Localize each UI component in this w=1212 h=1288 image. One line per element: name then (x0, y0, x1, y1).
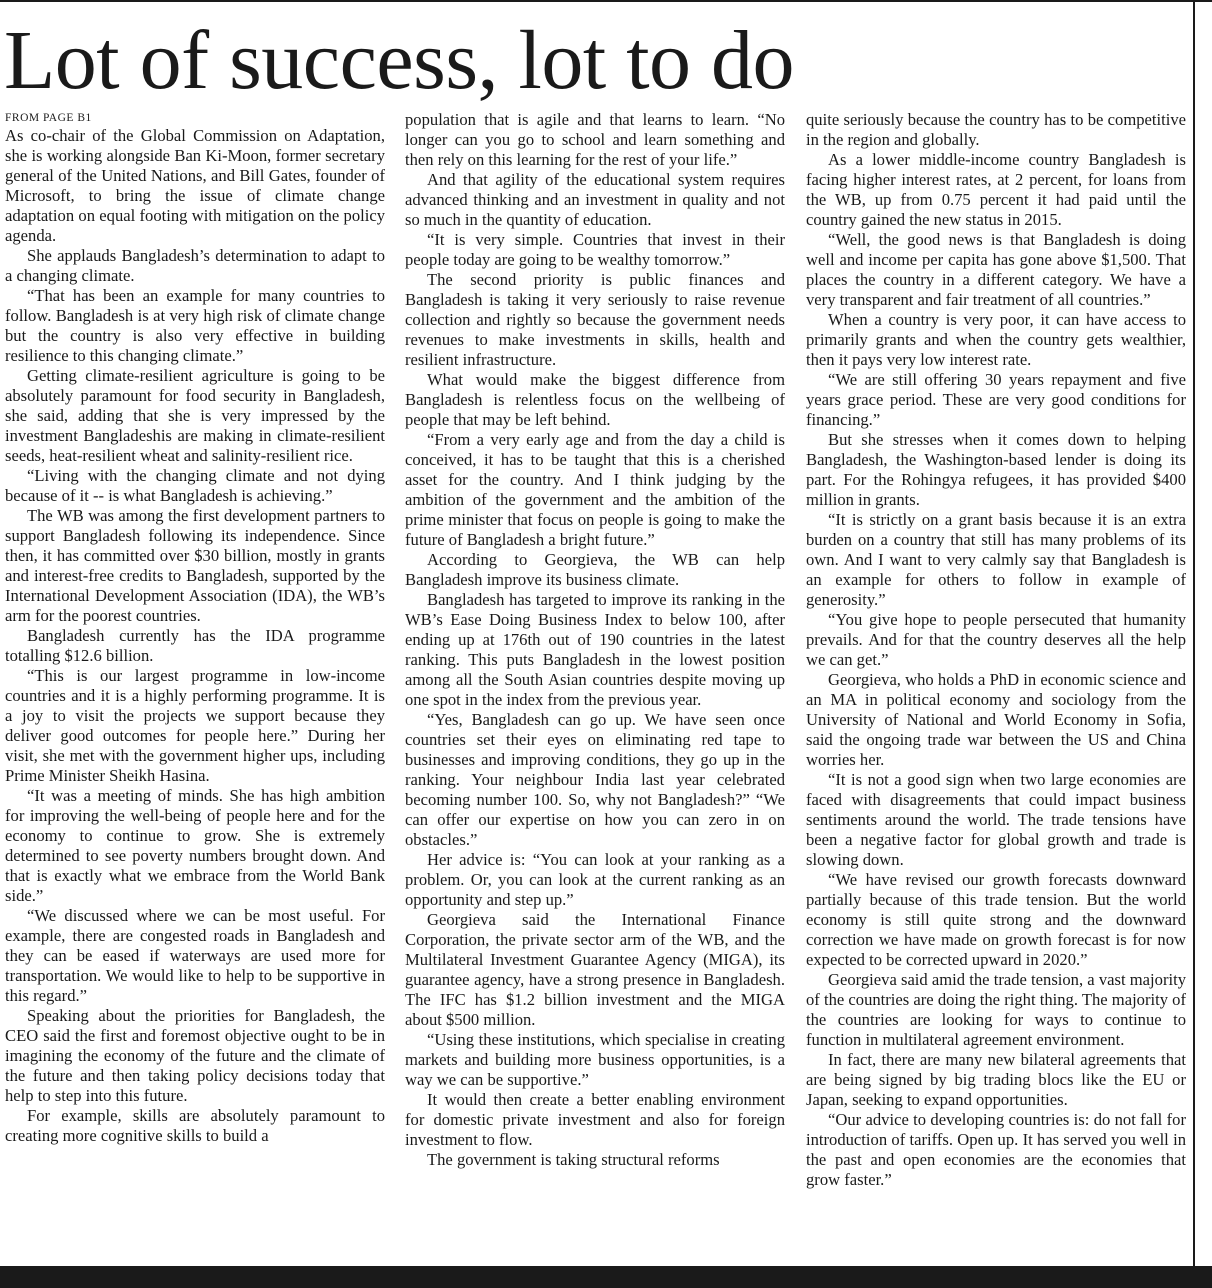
paragraph: In fact, there are many new bilateral agreements that are being signed by big trading blocs like the EU or Japan, seeking to expand opportunities. (806, 1050, 1186, 1109)
paragraph: “Yes, Bangladesh can go up. We have seen once countries set their eyes on eliminating red tape to businesses and improving conditions, they go up in the ranking. Your neighbour India last year celebrated becoming number 100. So, why not Bangladesh?” “We can offer our expertise on how you can zero in on obstacles.” (405, 710, 785, 849)
headline: Lot of success, lot to do (4, 14, 795, 107)
paragraph: What would make the biggest difference from Bangladesh is relentless focus on the wellbeing of people that may be left behind. (405, 370, 785, 429)
article-column-3 (806, 110, 1186, 1262)
paragraph: “Living with the changing climate and not dying because of it -- is what Bangladesh is achieving.” (5, 466, 385, 505)
paragraph: “Well, the good news is that Bangladesh is doing well and income per capita has gone above $1,500. That places the country in a different category. We have a very transparent and fair treatment of all countries.” (806, 230, 1186, 309)
paragraph: “We have revised our growth forecasts downward partially because of this trade tension. But the world economy is still quite strong and the downward correction we have made on growth forecast is for now expected to be corrected upward in 2020.” (806, 870, 1186, 969)
paragraph: “It is strictly on a grant basis because it is an extra burden on a country that still has many problems of its own. And I want to very calmly say that Bangladesh is an example for others to follow in example of generosity.” (806, 510, 1186, 609)
paragraph: “You give hope to people persecuted that humanity prevails. And for that the country deserves all the help we can get.” (806, 610, 1186, 669)
paragraph: Speaking about the priorities for Bangladesh, the CEO said the first and foremost objective ought to be in imagining the economy of the future and the climate of the future and then taking policy decisions today that help to step into this future. (5, 1006, 385, 1105)
paragraph: Georgieva, who holds a PhD in economic science and an MA in political economy and sociology from the University of National and World Economy in Sofia, said the ongoing trade war between the US and China worries her. (806, 670, 1186, 769)
paragraph: “It is very simple. Countries that invest in their people today are going to be wealthy tomorrow.” (405, 230, 785, 269)
paragraph: Georgieva said the International Finance Corporation, the private sector arm of the WB, and the Multilateral Investment Guarantee Agency (MIGA), its guarantee agency, have a strong presence in Bangladesh. The IFC has $1.2 billion investment and the MIGA about $500 million. (405, 910, 785, 1029)
paragraph: Bangladesh currently has the IDA programme totalling $12.6 billion. (5, 626, 385, 665)
paragraph: “We are still offering 30 years repayment and five years grace period. These are very good conditions for financing.” (806, 370, 1186, 429)
paragraph: The second priority is public finances and Bangladesh is taking it very seriously to raise revenue collection and rightly so because the government needs revenues to make investments in skills, health and resilient infrastructure. (405, 270, 785, 369)
paragraph: “Our advice to developing countries is: do not fall for introduction of tariffs. Open up. It has served you well in the past and open economies are the economies that grow faster.” (806, 1110, 1186, 1189)
paragraph: Her advice is: “You can look at your ranking as a problem. Or, you can look at the current ranking as an opportunity and step up.” (405, 850, 785, 909)
paragraph: When a country is very poor, it can have access to primarily grants and when the country gets wealthier, then it pays very low interest rate. (806, 310, 1186, 369)
paragraph: “It is not a good sign when two large economies are faced with disagreements that could impact business sentiments around the world. The trade tensions have been a negative factor for global growth and trade is slowing down. (806, 770, 1186, 869)
paragraph: She applauds Bangladesh’s determination to adapt to a changing climate. (5, 246, 385, 285)
paragraph: It would then create a better enabling environment for domestic private investment and also for foreign investment to flow. (405, 1090, 785, 1149)
bottom-border-band (0, 1266, 1212, 1288)
paragraph: As a lower middle-income country Bangladesh is facing higher interest rates, at 2 percent, for loans from the WB, up from 0.75 percent it had paid until the country gained the new status in 2015. (806, 150, 1186, 229)
paragraph: “That has been an example for many countries to follow. Bangladesh is at very high risk of climate change but the country is also very effective in building resilience to this changing climate.” (5, 286, 385, 365)
article-column-1 (5, 110, 385, 1262)
continuation-kicker: FROM PAGE B1 (5, 112, 92, 124)
paragraph: According to Georgieva, the WB can help Bangladesh improve its business climate. (405, 550, 785, 589)
paragraph: Getting climate-resilient agriculture is going to be absolutely paramount for food security in Bangladesh, she said, adding that she is very impressed by the investment Bangladeshis are making in climate-resilient seeds, heat-resilient wheat and salinity-resilient rice. (5, 366, 385, 465)
paragraph: “This is our largest programme in low-income countries and it is a highly performing programme. It is a joy to visit the projects we support because they deliver good outcomes for people here.” During her visit, she met with the government higher ups, including Prime Minister Sheikh Hasina. (5, 666, 385, 785)
paragraph: The WB was among the first development partners to support Bangladesh following its independence. Since then, it has committed over $30 billion, mostly in grants and interest-free credits to Bangladesh, supported by the International Development Association (IDA), the WB’s arm for the poorest countries. (5, 506, 385, 625)
top-border-rule (0, 0, 1212, 2)
paragraph: As co-chair of the Global Commission on Adaptation, she is working alongside Ban Ki-Moon, former secretary general of the United Nations, and Bill Gates, founder of Microsoft, to bring the issue of climate change adaptation on equal footing with mitigation on the policy agenda. (5, 126, 385, 245)
paragraph: population that is agile and that learns to learn. “No longer can you go to school and learn something and then rely on this learning for the rest of your life.” (405, 110, 785, 169)
paragraph: The government is taking structural reforms (427, 1150, 720, 1169)
paragraph: Bangladesh has targeted to improve its ranking in the WB’s Ease Doing Business Index to below 100, after ending up at 176th out of 190 countries in the latest ranking. This puts Bangladesh in the lowest position among all the South Asian countries despite moving up one spot in the index from the previous year. (405, 590, 785, 709)
paragraph: Georgieva said amid the trade tension, a vast majority of the countries are doing the right thing. The majority of the countries are looking for ways to continue to function in multilateral agreement environment. (806, 970, 1186, 1049)
paragraph: “It was a meeting of minds. She has high ambition for improving the well-being of people here and for the economy to continue to grow. She is extremely determined to see poverty numbers brought down. And that is exactly what we embrace from the World Bank side.” (5, 786, 385, 905)
article-column-2 (405, 110, 785, 1262)
paragraph: And that agility of the educational system requires advanced thinking and an investment in quality and not so much in the quantity of education. (405, 170, 785, 229)
paragraph: But she stresses when it comes down to helping Bangladesh, the Washington-based lender is doing its part. For the Rohingya refugees, it has provided $400 million in grants. (806, 430, 1186, 509)
paragraph: “We discussed where we can be most useful. For example, there are congested roads in Bangladesh and they can be eased if waterways are used more for transportation. We would like to help to be supportive in this regard.” (5, 906, 385, 1005)
paragraph: “Using these institutions, which specialise in creating markets and building more business opportunities, is a way we can be supportive.” (405, 1030, 785, 1089)
paragraph: “From a very early age and from the day a child is conceived, it has to be taught that this is a cherished asset for the country. And I think judging by the ambition of the government and the ambition of the prime minister that focus on people is going to make the future of Bangladesh a bright future.” (405, 430, 785, 549)
paragraph: quite seriously because the country has to be competitive in the region and globally. (806, 110, 1186, 149)
right-border-rule (1193, 0, 1195, 1266)
paragraph: For example, skills are absolutely paramount to creating more cognitive skills to build a (5, 1106, 385, 1145)
